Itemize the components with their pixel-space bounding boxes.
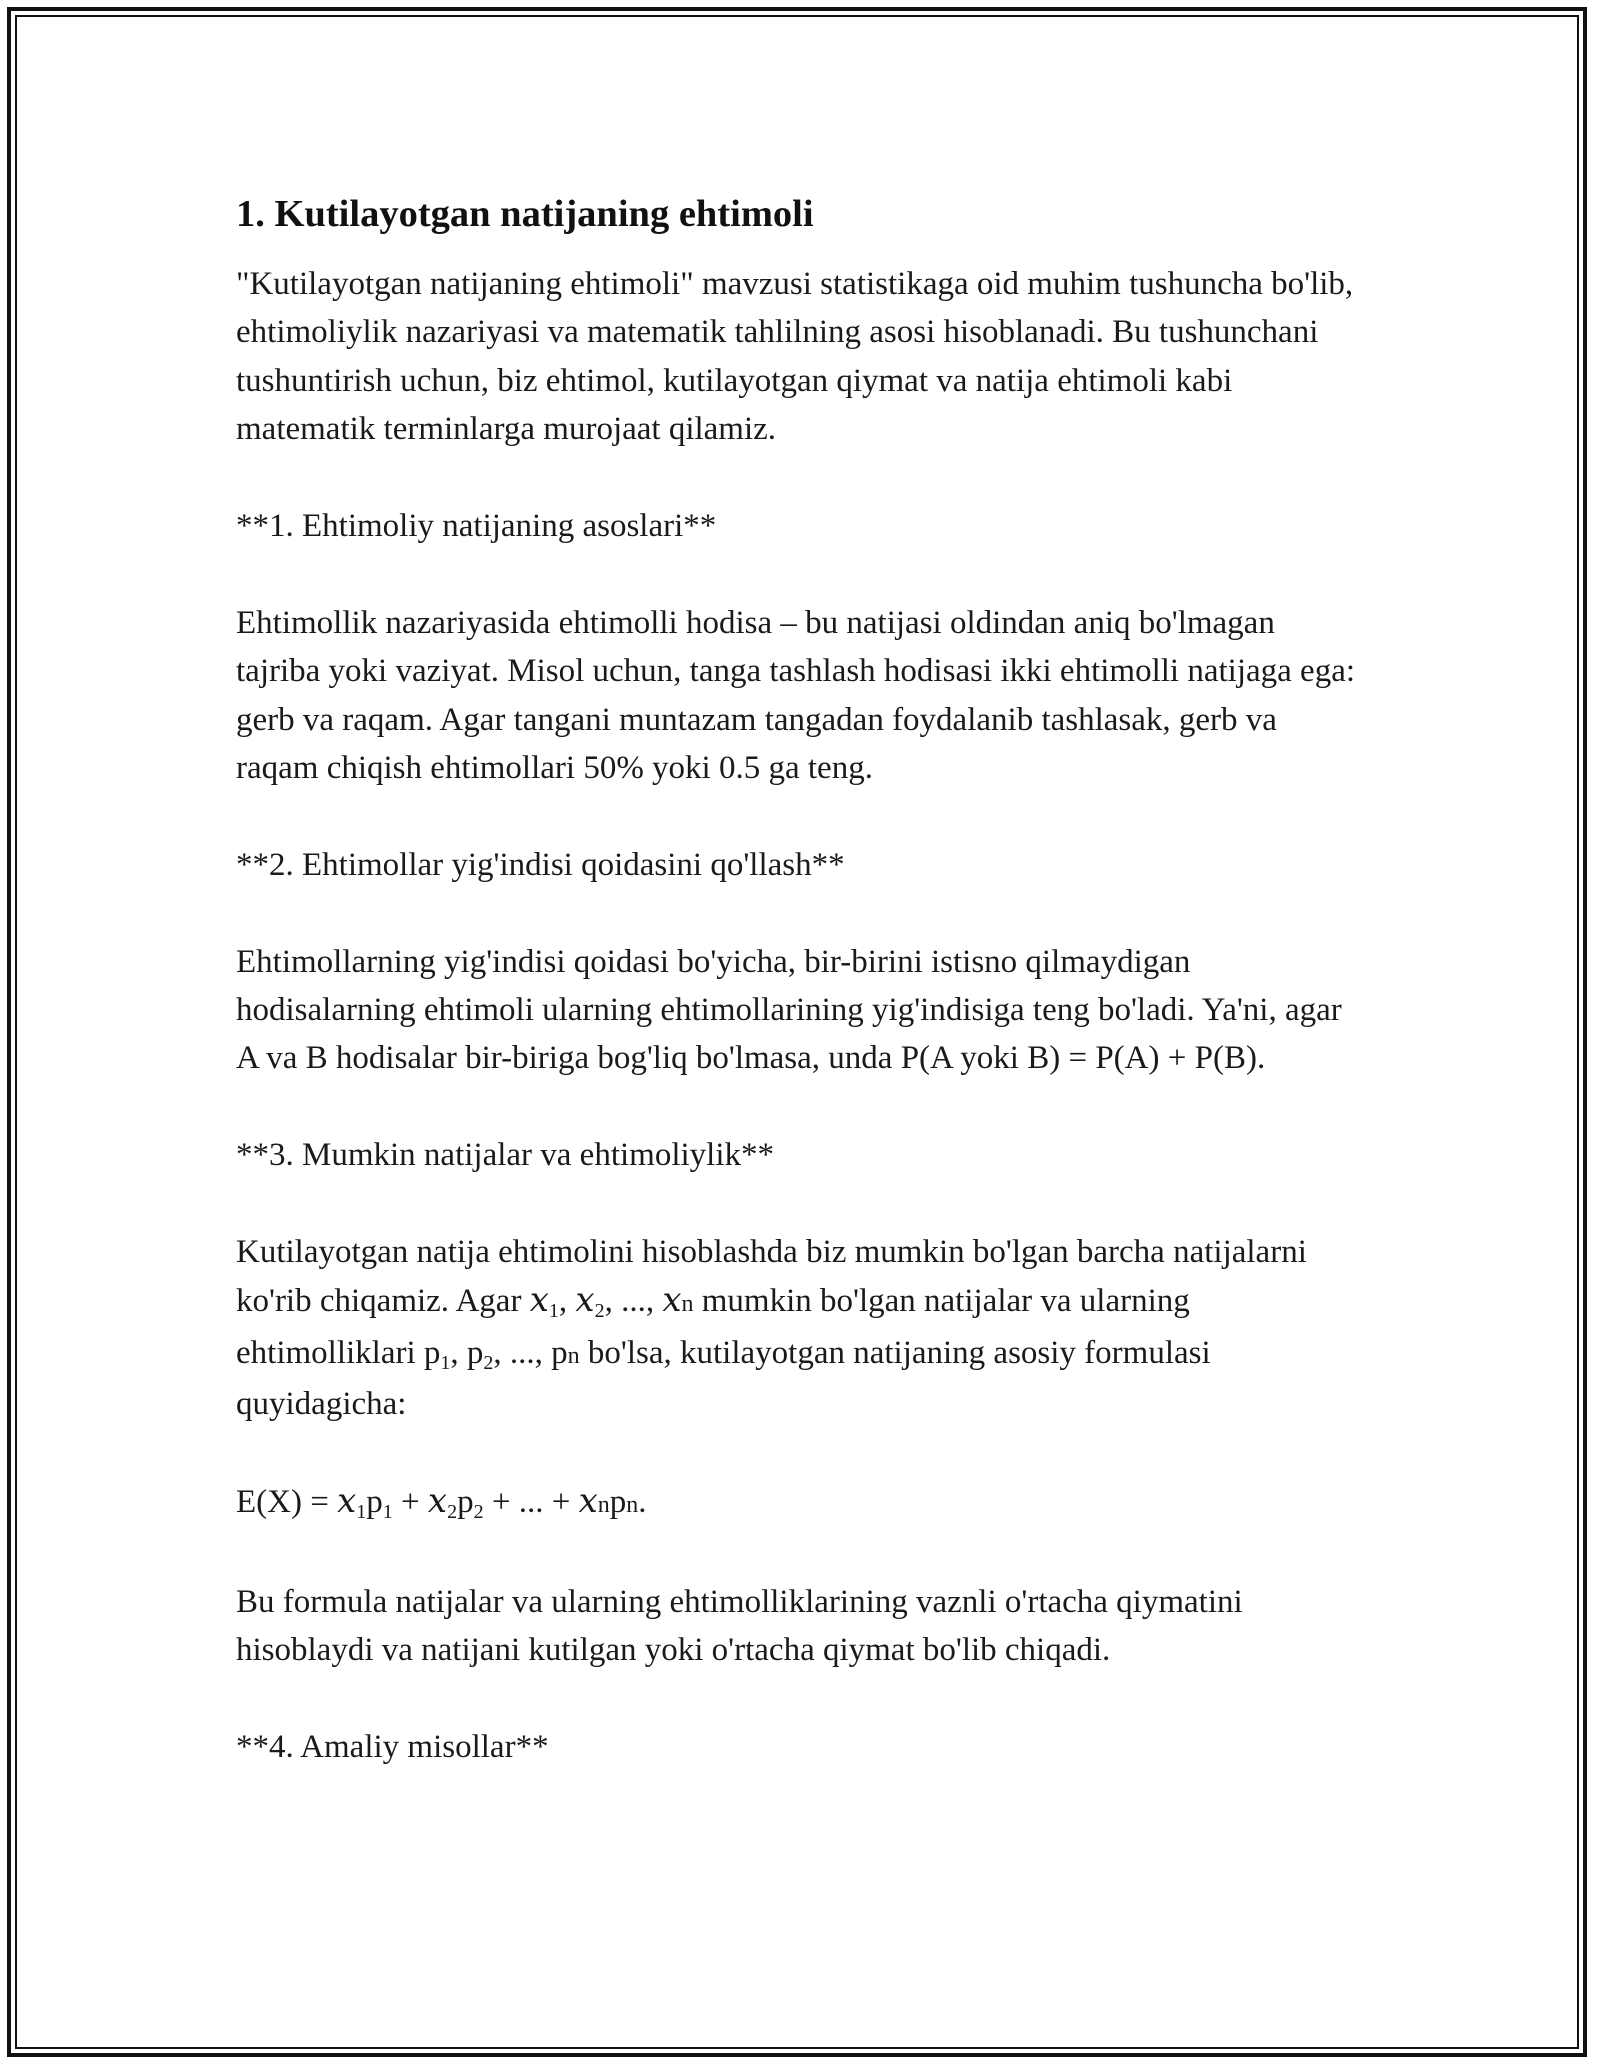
formula-prefix: E(X) = <box>236 1484 338 1521</box>
section-3-text-b: mumkin bo'lgan natijalar va ularning ehtimolliklari <box>236 1283 1190 1371</box>
document-title: 1. Kutilayotgan natijaning ehtimoli <box>236 193 814 235</box>
section-1-paragraph: Ehtimollik nazariyasida ehtimolli hodisa – bu natijasi oldindan aniq bo'lmagan tajriba yoki vaziyat. Misol uchun, tanga tashlash hodisasi ikki ehtimolli natijaga ega: gerb va raqam. Agar tangani muntazam tangadan foydalanib tashlasak, gerb va raqam chiqish ehtimollari 50% yoki 0.5 ga teng. <box>236 604 1356 787</box>
section-2-heading: **2. Ehtimollar yig'indisi qoidasini qo'llash** <box>236 846 845 883</box>
section-2-paragraph: Ehtimollarning yig'indisi qoidasi bo'yicha, bir-birini istisno qilmaydigan hodisalarning ehtimoli ularning ehtimollarining yig'indisiga teng bo'ladi. Ya'ni, agar A va B hodisalar bir-biriga bog'liq bo'lmasa, unda P(A yoki B) = P(A) + P(B). <box>236 943 1342 1077</box>
intro-paragraph: "Kutilayotgan natijaning ehtimoli" mavzusi statistikaga oid muhim tushuncha bo'lib, ehtimoliylik nazariyasi va matematik tahlilning asosi hisoblanadi. Bu tushunchani tushuntirish uchun, biz ehtimol, kutilayotgan qiymat va natija ehtimoli kabi matematik terminlarga murojaat qilamiz. <box>236 266 1354 448</box>
section-3-heading: **3. Mumkin natijalar va ehtimoliylik** <box>236 1137 775 1174</box>
section-4-heading: **4. Amaliy misollar** <box>236 1729 549 1766</box>
section-3-closing-paragraph: Bu formula natijalar va ularning ehtimolliklarining vaznli o'rtacha qiymatini hisoblaydi va natijani kutilgan yoki o'rtacha qiymat bo'lib chiqadi. <box>236 1583 1243 1669</box>
section-1-heading: **1. Ehtimoliy natijaning asoslari** <box>236 508 717 545</box>
section-3-text-c: bo'lsa, kutilayotgan natijaning asosiy formulasi quyidagicha: <box>236 1334 1211 1423</box>
formula-suffix: . <box>638 1484 647 1521</box>
section-3-paragraph <box>236 1228 1366 1429</box>
variable-list-p: $p_1$, $p_2$, ..., pn <box>423 1334 580 1374</box>
formula-terms: $x_1p_1 + x_2p_2$ + ... + xnpn <box>337 1481 639 1524</box>
document-body <box>236 186 1366 1771</box>
expected-value-formula <box>236 1477 1366 1529</box>
section-3-text-a: Kutilayotgan natija ehtimolini hisoblashda biz mumkin bo'lgan barcha natijalarni ko'rib chiqamiz. Agar <box>236 1234 1307 1320</box>
variable-list-x: $x_1$, $x_2$, ..., xn <box>529 1280 694 1323</box>
